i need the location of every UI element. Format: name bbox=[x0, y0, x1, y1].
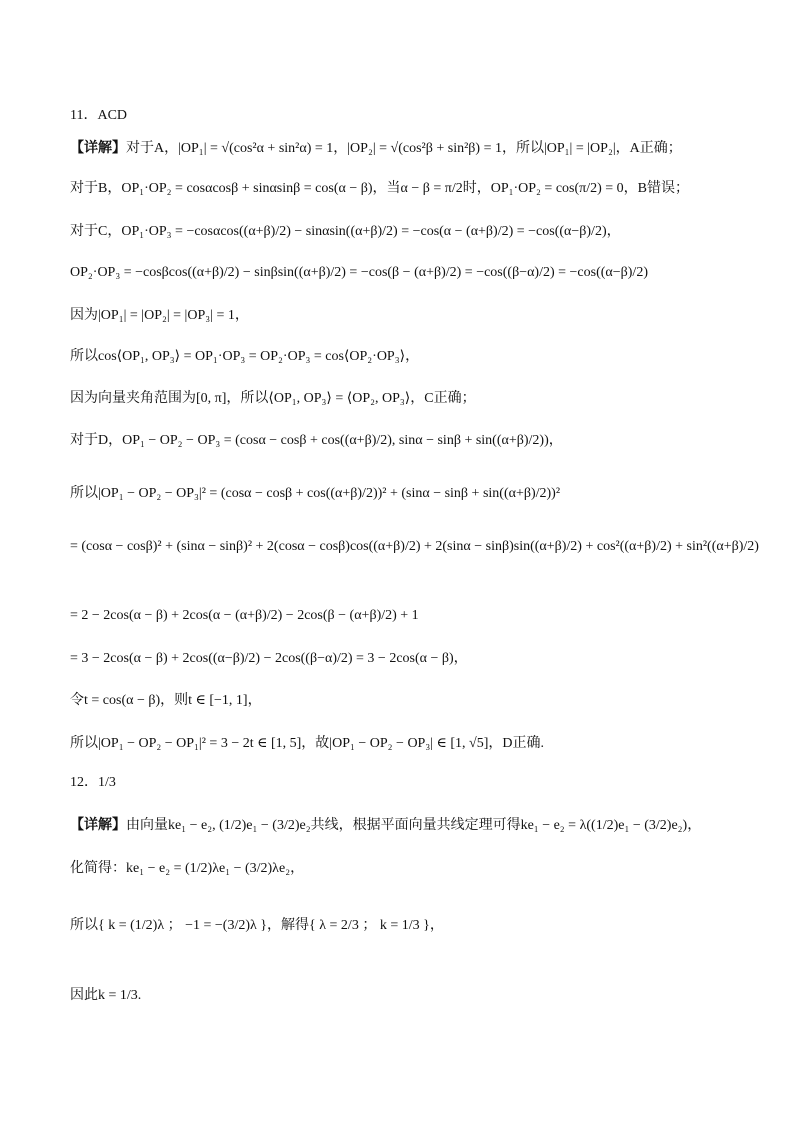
line-text: 由向量ke₁ − e₂, (1/2)e₁ − (3/2)e₂共线，根据平面向量共线定理可得ke₁ − e₂ = λ((1/2)e₁ − (3/2)e₂)， bbox=[126, 818, 702, 833]
q11-c5 bbox=[70, 388, 476, 409]
q11-d bbox=[70, 430, 563, 451]
line-text: = 2 − 2cos(α − β) + 2cos(α − (α+β)/2) − 2cos(β − (α+β)/2) + 1 bbox=[70, 608, 419, 623]
line-text: 12．1/3 bbox=[70, 775, 116, 790]
q11-c bbox=[70, 221, 621, 242]
line-text: 对于C，OP₁·OP₃ = −cosαcos((α+β)/2) − sinαsin((α+β)/2) = −cos(α − (α+β)/2) = −cos((α−β)/2)， bbox=[70, 224, 621, 239]
q11-d3 bbox=[70, 536, 759, 557]
q12-d bbox=[70, 985, 141, 1006]
detail-label: 【详解】 bbox=[70, 817, 126, 833]
line-text: 所以cos⟨OP₁, OP₃⟩ = OP₁·OP₃ = OP₂·OP₃ = cos⟨OP₂·OP₃⟩， bbox=[70, 349, 420, 364]
q12-b bbox=[70, 858, 304, 879]
q11-c2 bbox=[70, 262, 648, 283]
line-text: OP₂·OP₃ = −cosβcos((α+β)/2) − sinβsin((α+β)/2) = −cos(β − (α+β)/2) = −cos((β−α)/2) = −cos((α−β)/2) bbox=[70, 265, 648, 280]
q11-d6 bbox=[70, 690, 262, 711]
line-text: 对于D，OP₁ − OP₂ − OP₃ = (cosα − cosβ + cos((α+β)/2), sinα − sinβ + sin((α+β)/2))， bbox=[70, 433, 563, 448]
q11-d7 bbox=[70, 733, 544, 754]
line-text: = (cosα − cosβ)² + (sinα − sinβ)² + 2(cosα − cosβ)cos((α+β)/2) + 2(sinα − sinβ)sin((α+β)/2) + cos²((α+β)/2) + sin²((α+β)/2) bbox=[70, 539, 759, 554]
line-text: 11．ACD bbox=[70, 108, 128, 123]
line-text: 化简得：ke₁ − e₂ = (1/2)λe₁ − (3/2)λe₂， bbox=[70, 861, 305, 876]
q11-c3 bbox=[70, 305, 249, 326]
line-text: 所以|OP₁ − OP₂ − OP₁|² = 3 − 2t ∈ [1, 5]，故|OP₁ − OP₂ − OP₃| ∈ [1, √5]，D正确. bbox=[70, 736, 545, 751]
line-text: 令t = cos(α − β)，则t ∈ [−1, 1]， bbox=[70, 693, 262, 708]
q11-header bbox=[70, 105, 127, 126]
line-text: 因此k = 1/3. bbox=[70, 988, 142, 1003]
q11-b bbox=[70, 178, 689, 199]
line-text: 对于B，OP₁·OP₂ = cosαcosβ + sinαsinβ = cos(α − β)，当α − β = π/2时，OP₁·OP₂ = cos(π/2) = 0，B错误； bbox=[70, 181, 689, 196]
q11-d5 bbox=[70, 648, 468, 669]
q12-header bbox=[70, 772, 116, 793]
line-text: 因为向量夹角范围为[0, π]，所以⟨OP₁, OP₃⟩ = ⟨OP₂, OP₃⟩，C正确； bbox=[70, 391, 476, 406]
q11-d4 bbox=[70, 605, 419, 626]
line-text: 所以|OP₁ − OP₂ − OP₃|² = (cosα − cosβ + cos((α+β)/2))² + (sinα − sinβ + sin((α+β)/2))² bbox=[70, 486, 561, 501]
q12-a bbox=[70, 815, 701, 836]
line-text: 对于A，|OP₁| = √(cos²α + sin²α) = 1，|OP₂| = √(cos²β + sin²β) = 1，所以|OP₁| = |OP₂|，A正确； bbox=[126, 141, 682, 156]
line-text: 因为|OP₁| = |OP₂| = |OP₃| = 1， bbox=[70, 308, 249, 323]
q12-c bbox=[70, 915, 444, 936]
q11-d2 bbox=[70, 483, 560, 504]
line-text: 所以{ k = (1/2)λ ； −1 = −(3/2)λ }，解得{ λ = 2/3 ； k = 1/3 }， bbox=[70, 918, 444, 933]
q11-c4 bbox=[70, 346, 419, 367]
q11-a bbox=[70, 138, 682, 159]
detail-label: 【详解】 bbox=[70, 140, 126, 156]
line-text: = 3 − 2cos(α − β) + 2cos((α−β)/2) − 2cos((β−α)/2) = 3 − 2cos(α − β)， bbox=[70, 651, 468, 666]
